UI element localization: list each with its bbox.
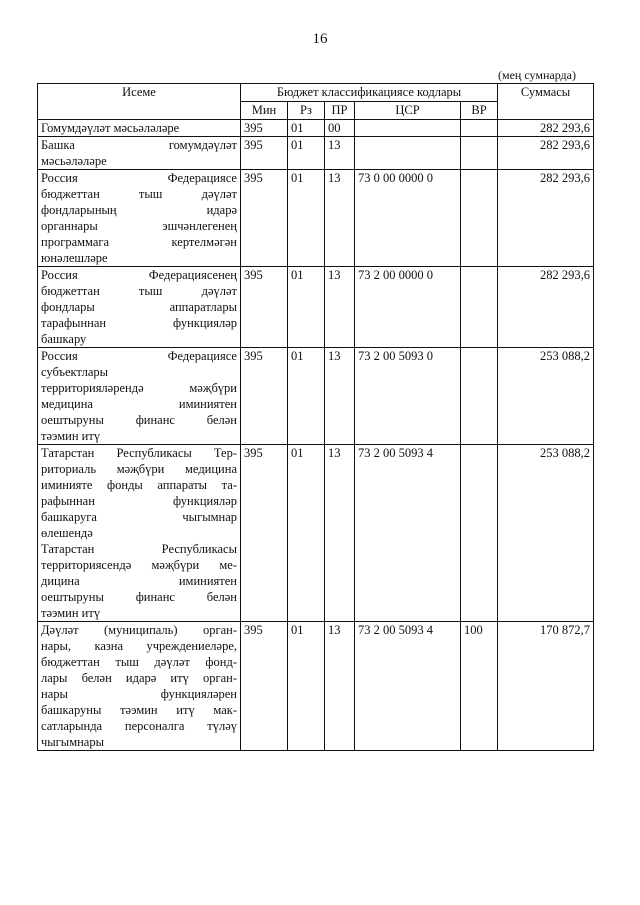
row-csr-cell: 73 2 00 5093 0 — [355, 348, 461, 445]
header-pr: ПР — [325, 102, 355, 120]
row-vr-cell — [461, 120, 498, 137]
row-sum-cell: 282 293,6 — [498, 267, 594, 348]
row-name-line: территорияләрендә мәҗбүри — [41, 381, 237, 395]
row-pr-cell: 13 — [325, 170, 355, 267]
row-name-line: чыгымнары — [41, 735, 105, 749]
row-rz-cell: 01 — [288, 348, 325, 445]
header-csr: ЦСР — [355, 102, 461, 120]
header-vr: ВР — [461, 102, 498, 120]
row-vr-cell: 100 — [461, 622, 498, 751]
row-sum-cell: 253 088,2 — [498, 348, 594, 445]
header-row-1 — [38, 84, 594, 102]
row-name-cell — [38, 622, 241, 751]
row-vr-cell — [461, 170, 498, 267]
row-name-line: нары функцияләрен — [41, 687, 237, 701]
row-name-line: Гомумдәүләт мәсьәләләре — [41, 121, 180, 135]
row-name-cell — [38, 348, 241, 445]
row-name-line: Россия Федерациясенең — [41, 268, 237, 282]
row-rz-cell: 01 — [288, 622, 325, 751]
row-name-cell — [38, 120, 241, 137]
row-sum-cell: 282 293,6 — [498, 137, 594, 170]
row-name-line: фондлары аппаратлары — [41, 300, 237, 314]
table-body — [38, 120, 594, 751]
row-csr-cell: 73 2 00 5093 4 — [355, 622, 461, 751]
row-name-line: башкаруны тәэмин итү мак- — [41, 703, 237, 717]
row-pr-cell: 13 — [325, 445, 355, 622]
header-name: Исеме — [38, 84, 241, 120]
row-pr-cell: 13 — [325, 137, 355, 170]
row-name-line: бюджеттан тыш дәүләт — [41, 187, 237, 201]
row-sum-cell: 282 293,6 — [498, 120, 594, 137]
row-name-line: иминияте фонды аппараты та- — [41, 478, 237, 492]
row-rz-cell: 01 — [288, 137, 325, 170]
row-sum-cell: 253 088,2 — [498, 445, 594, 622]
table-row — [38, 348, 594, 445]
page-number: 16 — [312, 31, 328, 47]
row-min-cell: 395 — [241, 170, 288, 267]
row-vr-cell — [461, 267, 498, 348]
row-csr-cell: 73 0 00 0000 0 — [355, 170, 461, 267]
row-name-line: Россия Федерациясе — [41, 349, 237, 363]
row-name-line: өлешендә — [41, 526, 93, 540]
row-name-line: Башка гомумдәүләт — [41, 138, 237, 152]
header-rz: Рз — [288, 102, 325, 120]
row-min-cell: 395 — [241, 120, 288, 137]
row-sum-cell: 170 872,7 — [498, 622, 594, 751]
row-name-line: Дәүләт (муниципаль) орган- — [41, 623, 237, 637]
header-codes-group: Бюджет классификациясе кодлары — [241, 84, 498, 102]
row-min-cell: 395 — [241, 267, 288, 348]
budget-table — [37, 83, 594, 751]
row-name-line: мәсьәләләре — [41, 154, 107, 168]
row-name-cell — [38, 137, 241, 170]
header-sum: Суммасы — [498, 84, 594, 120]
row-min-cell: 395 — [241, 348, 288, 445]
row-csr-cell: 73 2 00 5093 4 — [355, 445, 461, 622]
row-name-line: Татарстан Республикасы — [41, 542, 237, 556]
row-name-line: оештыруны финанс белән — [41, 590, 237, 604]
row-name-line: рафыннан функцияләр — [41, 494, 237, 508]
row-name-line: бюджеттан тыш дәүләт фонд- — [41, 655, 237, 669]
row-name-line: тарафыннан функцияләр — [41, 316, 237, 330]
row-name-line: юнәлешләре — [41, 251, 108, 265]
row-name-line: башкару — [41, 332, 87, 346]
table-row — [38, 120, 594, 137]
row-name-cell — [38, 267, 241, 348]
row-csr-cell — [355, 120, 461, 137]
row-name-line: нары, казна учреждениеләре, — [41, 639, 237, 653]
row-name-line: лары белән идарә итү орган- — [41, 671, 237, 685]
row-name-line: территориясендә мәҗбүри ме- — [41, 558, 237, 572]
row-name-line: риториаль мәҗбүри медицина — [41, 462, 237, 476]
table-row — [38, 170, 594, 267]
row-vr-cell — [461, 348, 498, 445]
unit-note: (мең сумнарда) — [498, 68, 576, 82]
row-csr-cell: 73 2 00 0000 0 — [355, 267, 461, 348]
row-csr-cell — [355, 137, 461, 170]
row-vr-cell — [461, 137, 498, 170]
row-rz-cell: 01 — [288, 120, 325, 137]
row-name-line: органнары эшчәнлегенең — [41, 219, 237, 233]
table-row — [38, 267, 594, 348]
row-pr-cell: 13 — [325, 622, 355, 751]
row-pr-cell: 00 — [325, 120, 355, 137]
row-rz-cell: 01 — [288, 445, 325, 622]
row-name-line: фондларының идарә — [41, 203, 237, 217]
row-name-line: программага кертелмәгән — [41, 235, 237, 249]
row-rz-cell: 01 — [288, 170, 325, 267]
row-name-line: дицина иминиятен — [41, 574, 237, 588]
row-sum-cell: 282 293,6 — [498, 170, 594, 267]
table-row — [38, 622, 594, 751]
row-min-cell: 395 — [241, 622, 288, 751]
row-name-line: сатларында персоналга түләү — [41, 719, 237, 733]
row-name-cell — [38, 170, 241, 267]
row-name-line: тәэмин итү — [41, 606, 101, 620]
row-name-line: оештыруны финанс белән — [41, 413, 237, 427]
row-name-line: тәэмин итү — [41, 429, 101, 443]
row-vr-cell — [461, 445, 498, 622]
row-pr-cell: 13 — [325, 267, 355, 348]
row-min-cell: 395 — [241, 137, 288, 170]
row-name-cell — [38, 445, 241, 622]
row-min-cell: 395 — [241, 445, 288, 622]
table-row — [38, 137, 594, 170]
row-name-line: медицина иминиятен — [41, 397, 237, 411]
row-pr-cell: 13 — [325, 348, 355, 445]
row-name-line: субъектлары — [41, 365, 109, 379]
row-name-line: башкаруга чыгымнар — [41, 510, 237, 524]
table-row — [38, 445, 594, 622]
row-name-line: Россия Федерациясе — [41, 171, 237, 185]
row-rz-cell: 01 — [288, 267, 325, 348]
row-name-line: бюджеттан тыш дәүләт — [41, 284, 237, 298]
header-min: Мин — [241, 102, 288, 120]
row-name-line: Татарстан Республикасы Тер- — [41, 446, 237, 460]
